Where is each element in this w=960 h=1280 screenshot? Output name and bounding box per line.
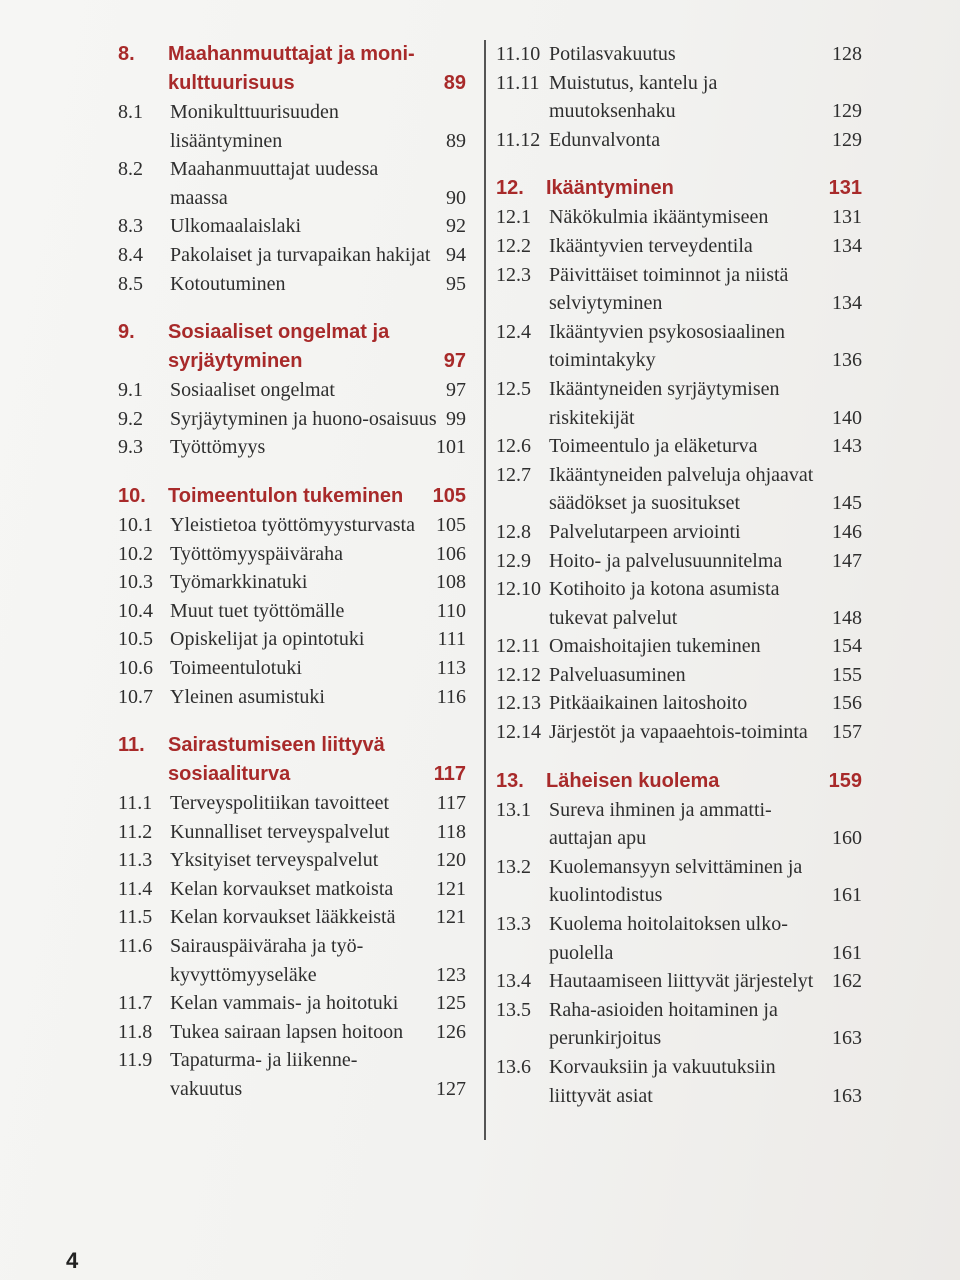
entry-number: 12.7 [496,463,531,486]
chapter-page: 89 [443,72,466,94]
toc-entry [496,126,862,155]
toc-entry [118,875,466,904]
chapter-title: Sosiaaliset ongelmat ja syrjäytyminen [168,321,390,373]
entry-page: 118 [436,820,466,843]
chapter-heading [496,174,862,203]
entry-title: Yleinen asumistuki [170,685,325,708]
toc-entry [496,967,862,996]
entry-title: Kelan vammais- ja hoitotuki [170,992,399,1015]
entry-number: 11.9 [118,1049,153,1072]
toc-entry [118,932,466,989]
entry-number: 10.4 [118,599,153,622]
entry-title: Hoito- ja palvelusuunnitelma [549,549,783,572]
entry-title: Ikääntyneiden palveluja ohjaavat säädökset ja suositukset [549,463,814,515]
toc-entry [496,432,862,461]
entry-page: 143 [832,435,862,458]
entry-page: 110 [436,599,466,622]
chapter-title: Sairastumiseen liittyvä sosiaaliturva [168,734,385,786]
toc-left-column [118,40,466,1124]
entry-page: 105 [436,513,466,536]
entry-page: 155 [832,663,862,686]
entry-page: 154 [832,635,862,658]
entry-title: Sureva ihminen ja ammatti-auttajan apu [549,798,772,850]
toc-entry [118,1018,466,1047]
toc-continued-section [496,40,862,154]
toc-entry [118,1046,466,1103]
toc-chapter [496,174,862,746]
entry-page: 89 [446,129,466,152]
toc-entry [118,405,466,434]
entry-title: Kelan korvaukset matkoista [170,877,394,900]
toc-entry [118,98,466,155]
entry-title: Opiskelijat ja opintotuki [170,628,365,651]
column-divider [484,40,486,1140]
toc-entry [118,568,466,597]
entry-title: Pakolaiset ja turvapaikan hakijat [170,243,431,266]
entry-number: 10.6 [118,656,153,679]
entry-page: 134 [832,292,862,315]
entry-page: 95 [446,272,466,295]
entry-page: 121 [436,906,466,929]
entry-page: 128 [832,43,862,65]
toc-entry [496,575,862,632]
entry-title: Syrjäytyminen ja huono-osaisuus [170,407,437,430]
entry-number: 12.13 [496,692,541,715]
chapter-number: 10. [118,484,146,507]
entry-number: 9.1 [118,379,143,402]
entry-number: 10.3 [118,571,153,594]
entry-number: 12.3 [496,263,531,286]
toc-entry [118,376,466,405]
entry-page: 126 [436,1020,466,1043]
entry-number: 12.9 [496,549,531,572]
entry-number: 9.2 [118,407,143,430]
entry-number: 8.1 [118,101,143,123]
toc-right-column [496,40,862,1130]
chapter-title: Läheisen kuolema [546,769,720,792]
entry-number: 13.3 [496,913,531,936]
entry-number: 12.11 [496,635,541,658]
entry-title: Ikääntyvien terveydentila [549,234,753,257]
chapter-number: 9. [118,321,135,344]
chapter-heading [118,40,466,98]
entry-title: Monikulttuurisuuden lisääntyminen [170,101,339,152]
toc-entry [496,232,862,261]
toc-entry [496,518,862,547]
entry-page: 161 [832,941,862,964]
toc-entry [496,375,862,432]
entry-title: Toimeentulotuki [170,656,302,679]
chapter-number: 8. [118,43,135,65]
entry-page: 99 [446,407,466,430]
entry-number: 10.2 [118,542,153,565]
entry-title: Kotoutuminen [170,272,286,295]
entry-title: Näkökulmia ikääntymiseen [549,206,769,229]
chapter-number: 11. [118,734,145,757]
entry-number: 10.7 [118,685,153,708]
entry-title: Maahanmuuttajat uudessa maassa [170,158,379,209]
entry-number: 11.12 [496,128,541,151]
toc-entry [496,661,862,690]
toc-chapter [496,767,862,1111]
entry-number: 11.1 [118,792,153,815]
toc-entry [496,261,862,318]
entry-title: Yksityiset terveyspalvelut [170,849,379,872]
chapter-heading [118,731,466,789]
toc-entry [496,689,862,718]
entry-page: 147 [832,549,862,572]
entry-number: 11.8 [118,1020,153,1043]
toc-entry [118,903,466,932]
entry-title: Raha-asioiden hoitaminen ja perunkirjoitus [549,998,778,1050]
entry-page: 92 [446,215,466,238]
toc-chapter [118,731,466,1104]
entry-number: 11.3 [118,849,153,872]
entry-page: 106 [436,542,466,565]
toc-entry [496,40,862,69]
entry-page: 117 [436,792,466,815]
entry-number: 9.3 [118,436,143,459]
entry-title: Palveluasuminen [549,663,686,686]
entry-page: 146 [832,520,862,543]
entry-number: 12.1 [496,206,531,229]
chapter-heading [118,318,466,376]
entry-title: Terveyspolitiikan tavoitteet [170,792,390,815]
chapter-page: 105 [432,484,466,507]
entry-page: 163 [832,1084,862,1107]
chapter-page: 97 [443,350,466,373]
entry-number: 12.4 [496,320,531,343]
toc-entry [118,511,466,540]
toc-entry [118,683,466,712]
entry-number: 11.6 [118,935,153,958]
entry-page: 116 [436,685,466,708]
entry-page: 161 [832,884,862,907]
toc-entry [496,203,862,232]
toc-entry [496,718,862,747]
chapter-heading [496,767,862,796]
entry-page: 113 [436,656,466,679]
entry-page: 111 [437,628,466,651]
toc-entry [496,1053,862,1110]
entry-page: 140 [832,406,862,429]
entry-title: Kuolema hoitolaitoksen ulko-puolella [549,913,788,964]
toc-entry [118,433,466,462]
entry-title: Järjestöt ja vapaaehtois-toiminta [549,721,808,744]
chapter-number: 12. [496,177,524,200]
toc-entry [118,597,466,626]
toc-right-sections [496,174,862,1110]
toc-entry [118,789,466,818]
entry-title: Työmarkkinatuki [170,571,308,594]
entry-number: 11.4 [118,877,153,900]
entry-title: Ulkomaalaislaki [170,215,302,238]
entry-page: 129 [832,100,862,123]
entry-title: Palvelutarpeen arviointi [549,520,741,543]
entry-page: 90 [446,186,466,209]
chapter-title: Maahanmuuttajat ja moni-kulttuurisuus [168,43,415,94]
entry-number: 11.11 [496,71,540,94]
chapter-heading [118,482,466,511]
toc-entry [496,796,862,853]
entry-number: 12.14 [496,721,541,744]
toc-entry [496,910,862,967]
entry-page: 156 [832,692,862,715]
entry-title: Potilasvakuutus [549,43,676,65]
entry-title: Muistutus, kantelu ja muutoksenhaku [549,71,718,123]
entry-number: 13.1 [496,798,531,821]
entry-number: 10.5 [118,628,153,651]
entry-title: Ikääntyvien psykososiaalinen toimintakyky [549,320,786,372]
entry-page: 136 [832,349,862,372]
entry-number: 11.2 [118,820,153,843]
entry-number: 13.5 [496,998,531,1021]
entry-page: 94 [446,243,466,266]
entry-number: 12.12 [496,663,541,686]
entry-page: 162 [832,970,862,993]
chapter-number: 13. [496,769,524,792]
entry-title: Kuolemansyyn selvittäminen ja kuolintodistus [549,855,803,907]
chapter-page: 117 [433,763,466,786]
entry-title: Sairauspäiväraha ja työ-kyvyttömyyseläke [170,935,364,986]
toc-entry [118,625,466,654]
entry-title: Ikääntyneiden syrjäytymisen riskitekijät [549,377,780,429]
toc-entry [118,241,466,270]
chapter-title: Ikääntyminen [546,177,674,200]
entry-title: Kelan korvaukset lääkkeistä [170,906,396,929]
toc-entry [118,155,466,212]
entry-title: Korvauksiin ja vakuutuksiin liittyvät asiat [549,1056,776,1107]
entry-number: 8.2 [118,158,143,181]
entry-number: 8.5 [118,272,143,295]
entry-page: 131 [832,206,862,229]
toc-entry [496,853,862,910]
entry-page: 134 [832,234,862,257]
entry-number: 12.8 [496,520,531,543]
entry-page: 129 [832,128,862,151]
entry-number: 12.5 [496,377,531,400]
entry-page: 101 [436,436,466,459]
toc-entry [118,818,466,847]
toc-entry [118,270,466,299]
chapter-page: 131 [828,177,862,200]
page-number: 4 [66,1248,79,1273]
entry-page: 148 [832,606,862,629]
toc-chapter [118,482,466,711]
entry-page: 120 [436,849,466,872]
entry-title: Työttömyys [170,436,266,459]
entry-title: Tukea sairaan lapsen hoitoon [170,1020,404,1043]
chapter-title: Toimeentulon tukeminen [168,484,404,507]
entry-title: Tapaturma- ja liikenne-vakuutus [170,1049,358,1101]
entry-number: 11.10 [496,43,541,65]
entry-page: 157 [832,721,862,744]
entry-number: 12.2 [496,234,531,257]
entry-title: Omaishoitajien tukeminen [549,635,761,658]
entry-page: 163 [832,1027,862,1050]
chapter-page: 159 [828,769,862,792]
entry-number: 8.3 [118,215,143,238]
toc-entry [496,461,862,518]
toc-entry [118,654,466,683]
toc-chapter [118,318,466,462]
entry-page: 145 [832,492,862,515]
entry-number: 12.6 [496,435,531,458]
entry-title: Pitkäaikainen laitoshoito [549,692,748,715]
entry-title: Edunvalvonta [549,128,661,151]
entry-page: 123 [436,963,466,986]
entry-title: Muut tuet työttömälle [170,599,345,622]
entry-page: 160 [832,827,862,850]
entry-number: 12.10 [496,578,541,601]
toc-entry [118,846,466,875]
entry-page: 127 [436,1078,466,1101]
toc-entry [496,69,862,126]
toc-entry [496,996,862,1053]
toc-entry [496,547,862,576]
toc-chapter [118,40,466,298]
toc-entry [496,318,862,375]
entry-title: Sosiaaliset ongelmat [170,379,335,402]
entry-page: 121 [436,877,466,900]
toc-entry [118,540,466,569]
entry-number: 11.5 [118,906,153,929]
entry-title: Työttömyyspäiväraha [170,542,343,565]
entry-number: 13.4 [496,970,531,993]
entry-number: 13.6 [496,1056,531,1078]
entry-title: Kunnalliset terveyspalvelut [170,820,390,843]
entry-page: 108 [436,571,466,594]
entry-title: Hautaamiseen liittyvät järjestelyt [549,970,814,993]
entry-page: 125 [436,992,466,1015]
toc-entry [118,989,466,1018]
entry-page: 97 [446,379,466,402]
toc-entry [118,212,466,241]
entry-title: Toimeentulo ja eläketurva [549,435,758,458]
entry-title: Yleistietoa työttömyysturvasta [170,513,415,536]
entry-number: 11.7 [118,992,153,1015]
entry-number: 8.4 [118,243,143,266]
entry-number: 10.1 [118,513,153,536]
toc-entry [496,632,862,661]
entry-number: 13.2 [496,855,531,878]
entry-title: Päivittäiset toiminnot ja niistä selviytyminen [549,263,789,315]
entry-title: Kotihoito ja kotona asumista tukevat palvelut [549,578,780,629]
